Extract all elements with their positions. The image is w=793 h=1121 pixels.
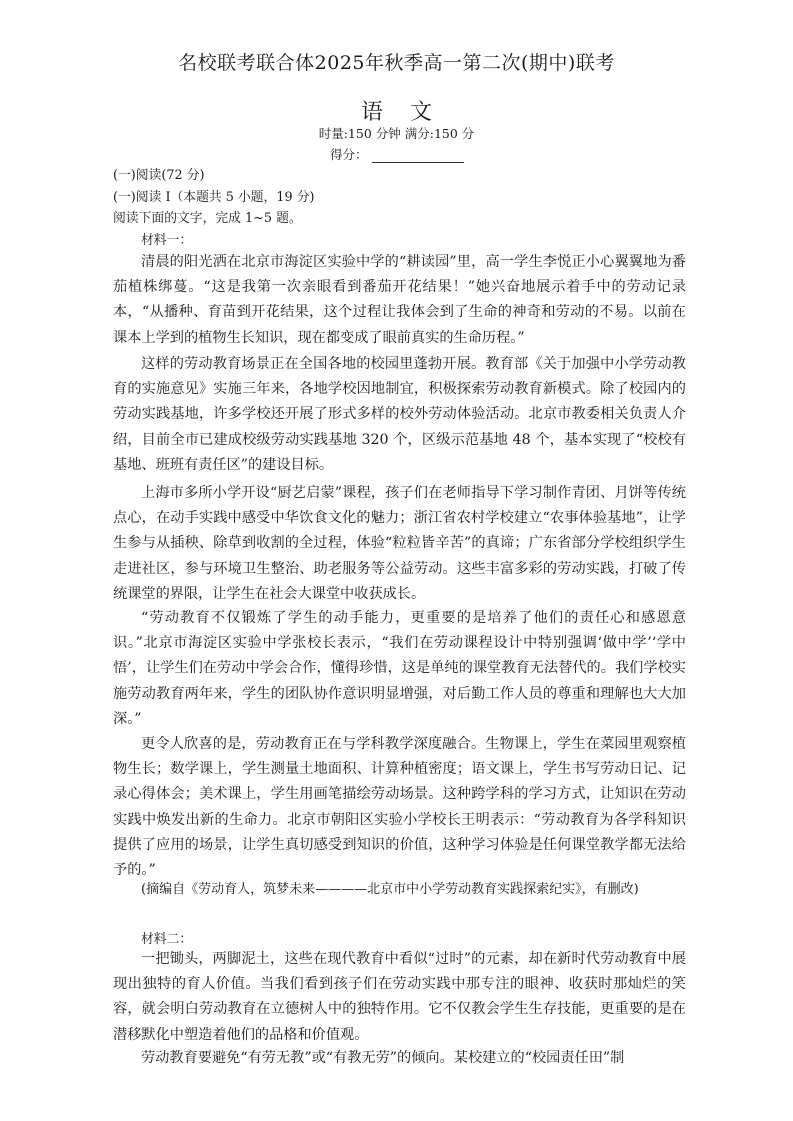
exam-title: 名校联考联合体2025年秋季高一第二次(期中)联考 (178, 52, 615, 74)
subject-title: 语 文 (361, 100, 432, 125)
score-blank[interactable] (372, 150, 464, 163)
material1-label: 材料一： (141, 233, 193, 248)
instruction: 阅读下面的文字，完成 1~5 题。 (113, 211, 302, 226)
material1-paragraph-3: 上海市多所小学开设“厨艺启蒙”课程，孩子们在老师指导下学习制作青团、月饼等传统点心，在动手实践中感受中华饮食文化的魅力；浙江省农村学校建立“农事体验基地”，让学生参与从插秧、除草到收割的全过程，体验“粒粒皆辛苦”的真谛；广东省部分学校组织学生走进社区，参与环境卫生整治、助老服务等公益劳动。这些丰富多彩的劳动实践，打破了传统课堂的界限，让学生在社会大课堂中收获成长。 (113, 485, 686, 602)
score-field (330, 145, 464, 163)
score-label: 得分： (330, 147, 368, 162)
material1-paragraph-4: “劳动教育不仅锻炼了学生的动手能力，更重要的是培养了他们的责任心和感恩意识。”北京市海淀区实验中学张校长表示，“我们在劳动课程设计中特别强调‘做中学’‘学中悟’，让学生们在劳动中学会合作，懂得珍惜，这是单纯的课堂教育无法替代的。我们学校实施劳动教育两年来，学生的团队协作意识明显增强，对后勤工作人员的尊重和理解也大大加深。” (113, 610, 686, 727)
material2-paragraph-1: 一把锄头，两脚泥土，这些在现代教育中看似“过时”的元素，却在新时代劳动教育中展现出独特的育人价值。当我们看到孩子们在劳动实践中那专注的眼神、收获时那灿烂的笑容，就会明白劳动教育在立德树人中的独特作用。它不仅教会学生生存技能，更重要的是在潜移默化中塑造着他们的品格和价值观。 (113, 951, 686, 1043)
material1-paragraph-5: 更令人欣喜的是，劳动教育正在与学科教学深度融合。生物课上，学生在菜园里观察植物生长；数学课上，学生测量土地面积、计算种植密度；语文课上，学生书写劳动日记、记录心得体会；美术课上，学生用画笔描绘劳动场景。这种跨学科的学习方式，让知识在劳动实践中焕发出新的生命力。北京市朝阳区实验小学校长王明表示：“劳动教育为各学科知识提供了应用的场景，让学生真切感受到知识的价值，这种学习体验是任何课堂教学都无法给予的。” (113, 736, 686, 879)
exam-info: 时量:150 分钟 满分:150 分 (318, 126, 475, 141)
section-sub: (一)阅读 I（本题共 5 小题，19 分) (113, 190, 315, 205)
section-part: (一)阅读(72 分) (113, 168, 205, 183)
material2-label: 材料二： (141, 932, 193, 947)
material2-paragraph-2: 劳动教育要避免“有劳无教”或“有教无劳”的倾向。某校建立的“校园责任田”制 (141, 1050, 625, 1066)
material1-paragraph-1: 清晨的阳光洒在北京市海淀区实验中学的“耕读园”里，高一学生李悦正小心翼翼地为番茄植株绑蔓。“这是我第一次亲眼看到番茄开花结果！”她兴奋地展示着手中的劳动记录本，“从播种、育苗到开花结果，这个过程让我体会到了生命的神奇和劳动的不易。以前在课本上学到的植物生长知识，现在都变成了眼前真实的生命历程。” (113, 254, 686, 346)
material1-paragraph-2: 这样的劳动教育场景正在全国各地的校园里蓬勃开展。教育部《关于加强中小学劳动教育的实施意见》实施三年来，各地学校因地制宜，积极探索劳动教育新模式。除了校园内的劳动实践基地，许多学校还开展了形式多样的校外劳动体验活动。北京市教委相关负责人介绍，目前全市已建成校级劳动实践基地 320 个，区级示范基地 48 个，基本实现了“校校有基地、班班有责任区”的建设目标。 (113, 356, 686, 473)
material1-source: (摘编自《劳动育人，筑梦未来————北京市中小学劳动教育实践探索纪实》，有删改) (141, 882, 639, 897)
